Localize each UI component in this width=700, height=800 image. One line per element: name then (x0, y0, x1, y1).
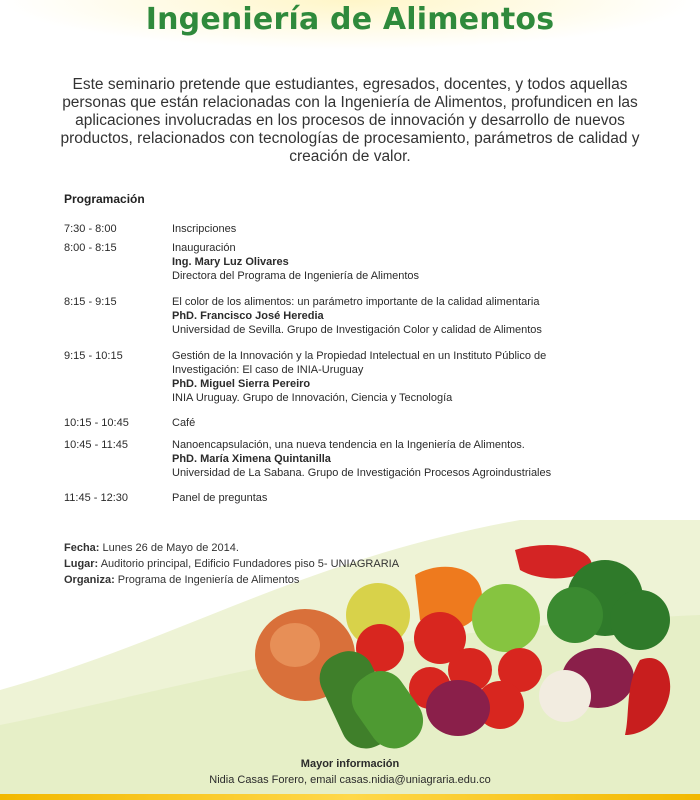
program-topic: Café (172, 417, 196, 429)
program-time: 10:15 - 10:45 (64, 417, 129, 429)
program-topic: Gestión de la Innovación y la Propiedad Intelectual en un Instituto Público de (172, 350, 547, 362)
program-topic: Nanoencapsulación, una nueva tendencia en la Ingeniería de Alimentos. (172, 439, 525, 451)
program-speaker: PhD. María Ximena Quintanilla (172, 453, 331, 465)
program-affiliation: Universidad de Sevilla. Grupo de Investigación Color y calidad de Alimentos (172, 324, 542, 336)
place-value: Auditorio principal, Edificio Fundadores piso 5- UNIAGRARIA (100, 558, 400, 570)
program-affiliation: Directora del Programa de Ingeniería de Alimentos (172, 270, 420, 282)
date-label: Fecha: (64, 542, 100, 554)
contact-text: Nidia Casas Forero, email casas.nidia@uniagraria.edu.co (209, 774, 491, 786)
program-time: 8:00 - 8:15 (64, 242, 117, 254)
contact-heading: Mayor información (300, 758, 400, 770)
bottom-bar (0, 794, 700, 800)
program-time: 11:45 - 12:30 (64, 492, 129, 504)
program-time: 8:15 - 9:15 (64, 296, 117, 308)
organizer-label: Organiza: (64, 574, 115, 586)
program-topic: Inscripciones (172, 223, 237, 235)
program-time: 10:45 - 11:45 (64, 439, 129, 451)
program-topic: Inauguración (172, 242, 236, 254)
program-topic-cont: Investigación: El caso de INIA-Uruguay (172, 364, 364, 376)
program-affiliation: INIA Uruguay. Grupo de Innovación, Ciencia y Tecnología (172, 392, 453, 404)
intro-paragraph: Este seminario pretende que estudiantes, egresados, docentes, y todos aquellas personas que están relacionadas con la Ingeniería de Alimentos, profundicen en las aplicaciones involucradas en los procesos de innovación y desarrollo de nuevos productos, relacionados con tecnologías de procesamiento, parámetros de calidad y creación de valor. (60, 76, 640, 165)
program-speaker: PhD. Miguel Sierra Pereiro (172, 378, 311, 390)
program-heading: Programación (64, 192, 145, 206)
organizer-value: Programa de Ingeniería de Alimentos (117, 574, 300, 586)
program-speaker: PhD. Francisco José Heredia (172, 310, 324, 322)
program-speaker: Ing. Mary Luz Olivares (172, 256, 289, 268)
program-topic: El color de los alimentos: un parámetro importante de la calidad alimentaria (172, 296, 540, 308)
place-label: Lugar: (64, 558, 99, 570)
program-time: 7:30 - 8:00 (64, 223, 117, 235)
date-value: Lunes 26 de Mayo de 2014. (102, 542, 239, 554)
page-title: Ingeniería de Alimentos (145, 2, 555, 37)
contact-info (0, 756, 700, 788)
event-details (64, 540, 399, 588)
program-topic: Panel de preguntas (172, 492, 268, 504)
program-affiliation: Universidad de La Sabana. Grupo de Investigación Procesos Agroindustriales (172, 467, 552, 479)
program-time: 9:15 - 10:15 (64, 350, 123, 362)
